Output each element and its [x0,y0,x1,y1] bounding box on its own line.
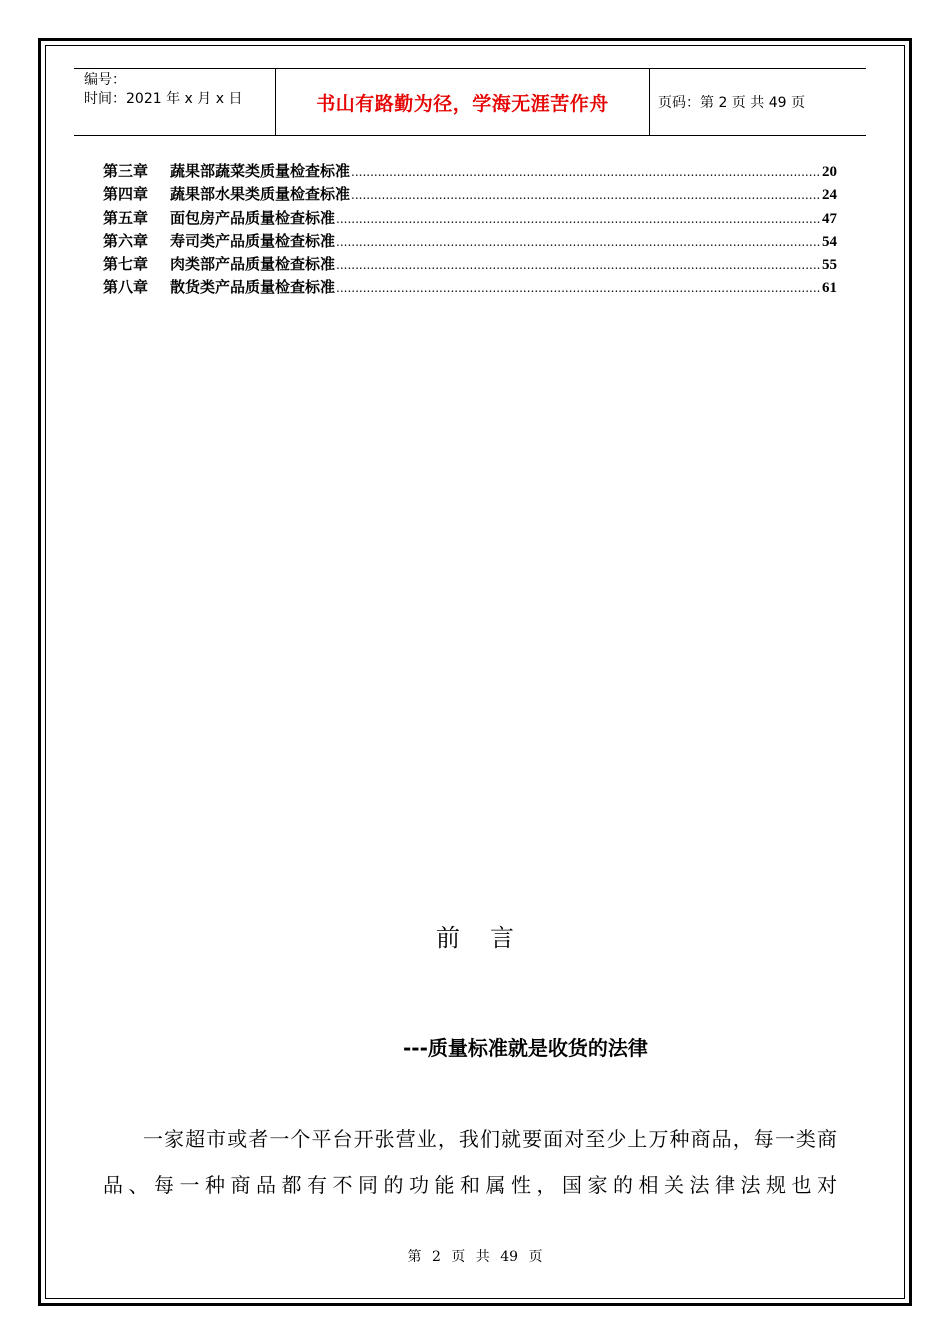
toc-page-number: 20 [822,164,837,180]
toc-entry[interactable] [103,253,837,276]
toc-page-number: 61 [822,280,837,297]
header-meta [74,69,276,135]
header-page-info: 页码：第 2 页 共 49 页 [658,95,805,111]
toc-entry[interactable] [103,276,837,299]
toc-entry[interactable] [103,160,837,183]
page-header [74,68,866,136]
toc-title: 寿司类产品质量检查标准 [170,231,336,250]
toc-title: 蔬果部蔬菜类质量检查标准 [170,162,351,180]
page-footer: 第 2 页 共 49 页 [407,1249,543,1265]
toc-leader-dots [336,212,821,226]
toc-page-number: 24 [822,187,837,204]
toc-title: 肉类部产品质量检查标准 [170,255,336,274]
toc-title: 蔬果部水果类质量检查标准 [170,185,351,204]
toc-chapter: 第三章 [103,162,149,180]
toc-title: 面包房产品质量检查标准 [170,208,336,227]
toc-leader-dots [351,165,821,179]
toc-leader-dots [336,281,821,295]
toc-entry[interactable] [103,183,837,206]
toc-page-number: 47 [822,210,837,227]
toc-chapter: 第五章 [103,208,149,227]
toc-entry[interactable] [103,207,837,230]
preface-title: 前言 [436,924,544,952]
toc-page-number: 54 [822,233,837,250]
toc-chapter: 第六章 [103,231,149,250]
toc-leader-dots [351,188,821,202]
preface-body [103,1116,837,1208]
document-time-label: 时间：2021 年 x 月 x 日 [84,91,243,107]
preface-subtitle: ---质量标准就是收货的法律 [403,1036,648,1060]
toc-leader-dots [336,235,821,249]
toc-entry[interactable] [103,230,837,253]
toc-chapter: 第七章 [103,255,149,274]
toc-title: 散货类产品质量检查标准 [170,278,336,297]
header-motto: 书山有路勤为径，学海无涯苦作舟 [276,69,650,135]
table-of-contents [103,160,837,300]
preface-paragraph: 一家超市或者一个平台开张营业，我们就要面对至少上万种商品，每一类商品、每一种商品都有不同的功能和属性，国家的相关法律法规也对 [103,1127,837,1197]
toc-chapter: 第八章 [103,278,149,297]
document-number-label: 编号： [84,72,126,88]
toc-chapter: 第四章 [103,185,149,204]
toc-leader-dots [336,258,821,272]
toc-page-number: 55 [822,257,837,274]
